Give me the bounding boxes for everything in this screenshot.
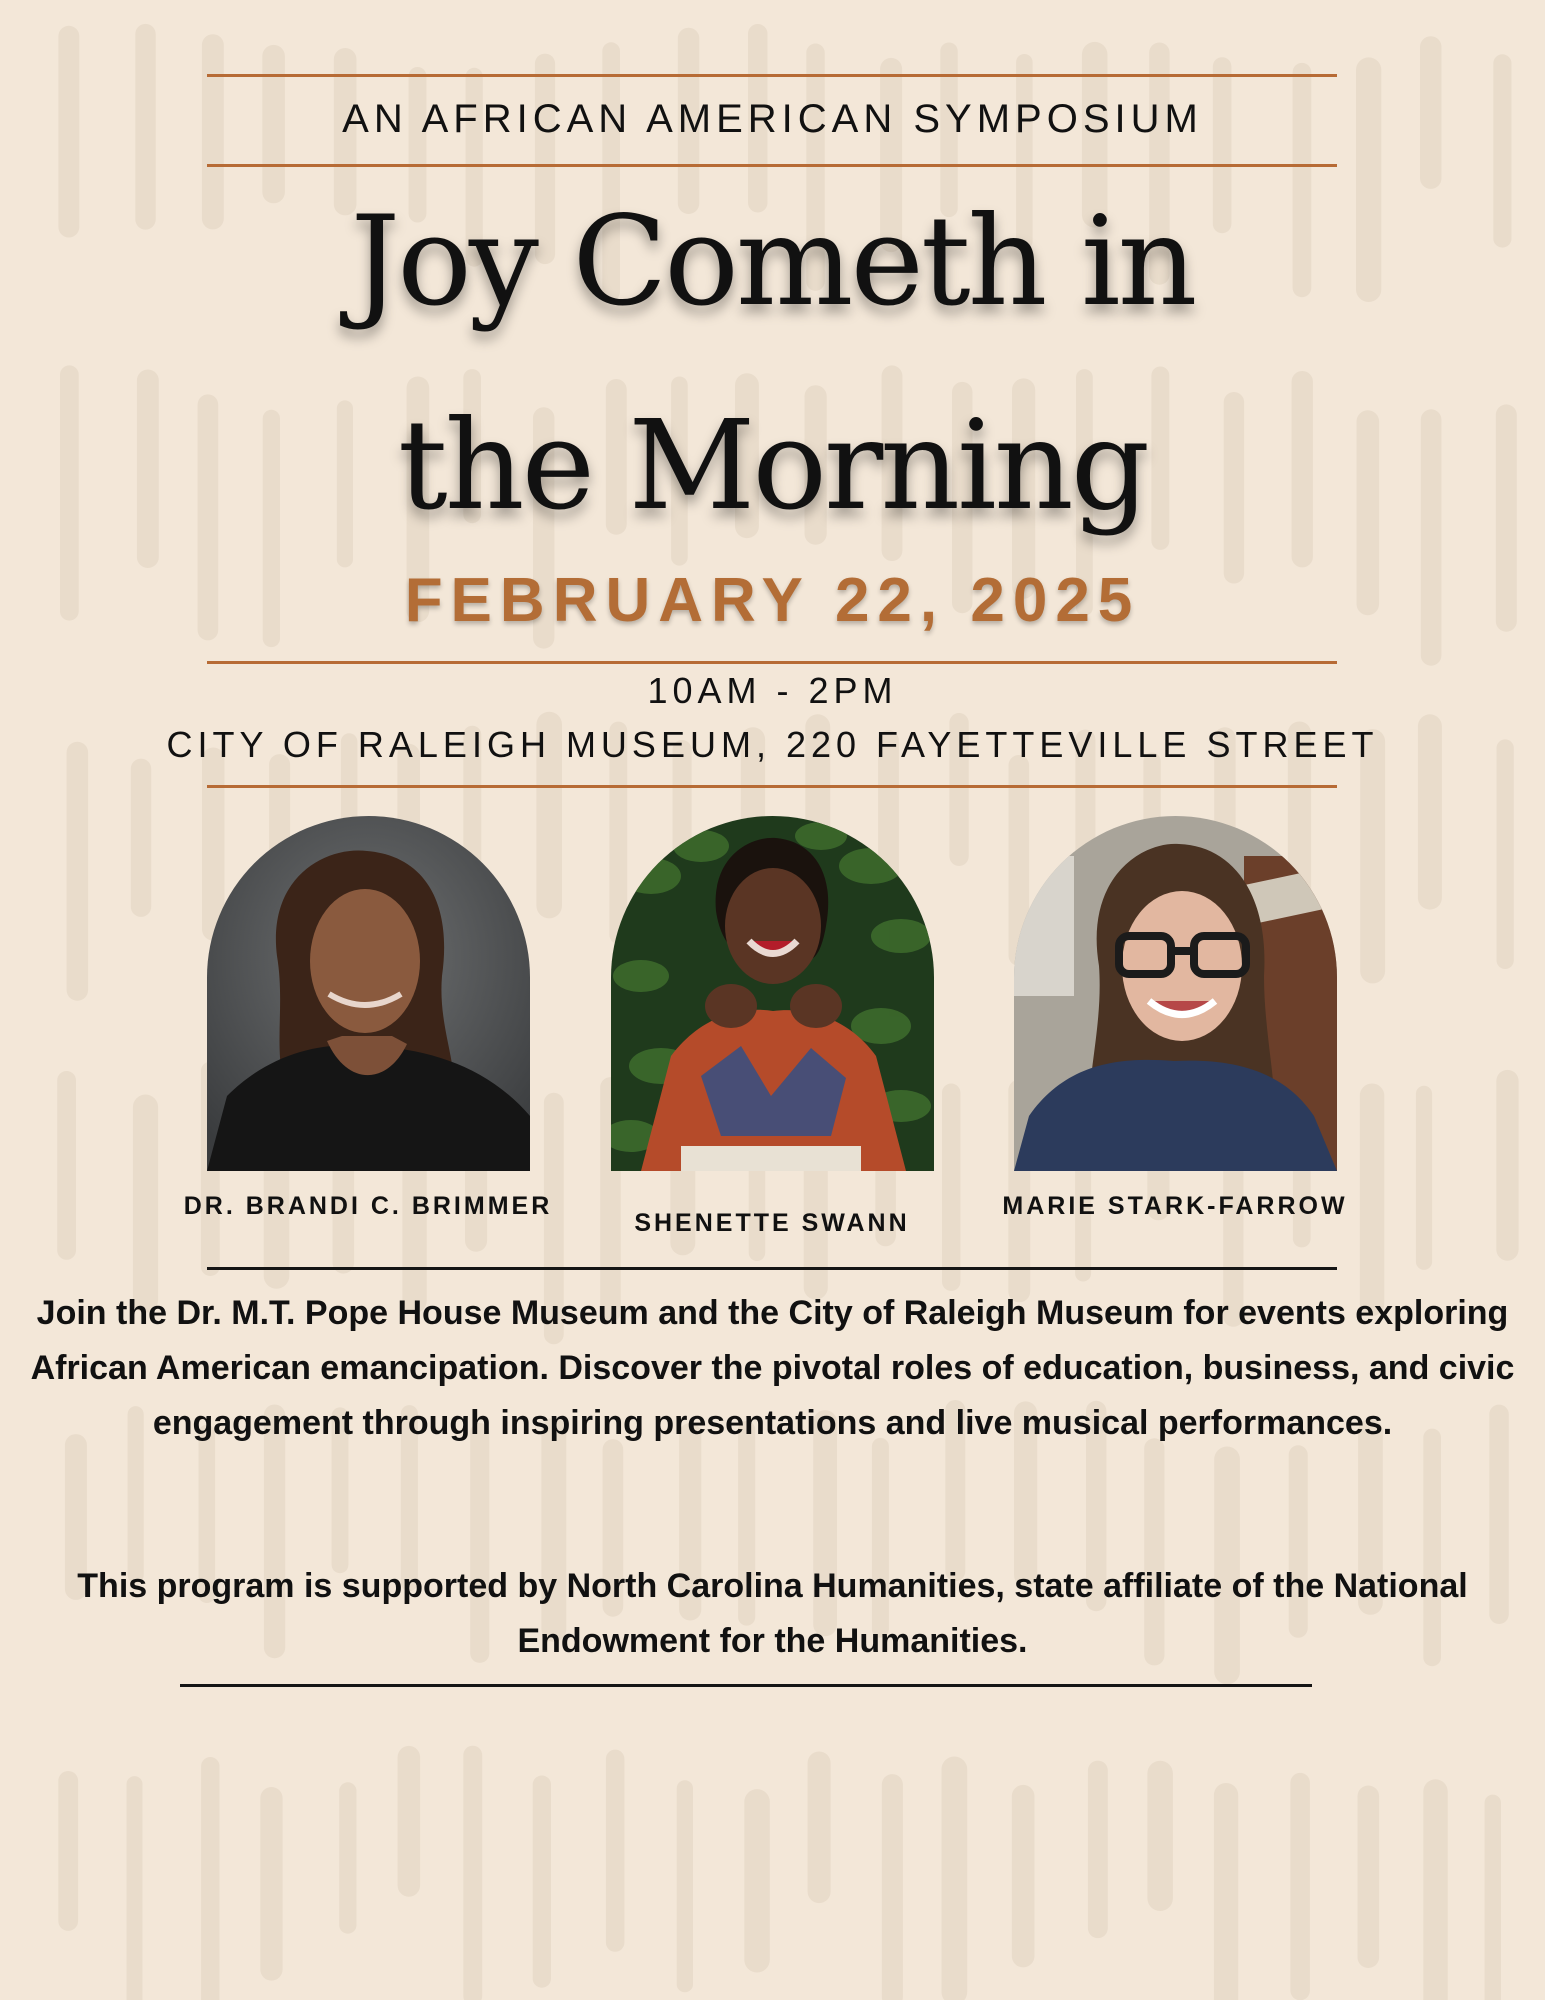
event-title-line-2: the Morning	[397, 394, 1148, 538]
speaker-name-2: SHENETTE SWANN	[634, 1209, 910, 1237]
event-time: 10AM - 2PM	[647, 670, 898, 711]
event-eyebrow: AN AFRICAN AMERICAN SYMPOSIUM	[342, 97, 1203, 141]
event-description: Join the Dr. M.T. Pope House Museum and the City of Raleigh Museum for events exploring African American emancipation. Discover the pivotal roles of education, business, and civic engagement through inspiring presentations and live musical performances.	[30, 1294, 1515, 1442]
support-note: This program is supported by North Carolina Humanities, state affiliate of the National Endowment for the Humanities.	[77, 1567, 1468, 1660]
speaker-photo-marie-stark-farrow	[1014, 816, 1337, 1171]
speaker-name-1: DR. BRANDI C. BRIMMER	[183, 1192, 553, 1220]
date-rule	[207, 661, 1337, 664]
speaker-name-3: MARIE STARK-FARROW	[1002, 1192, 1348, 1220]
speakers-rule	[207, 1267, 1337, 1270]
event-venue: CITY OF RALEIGH MUSEUM, 220 FAYETTEVILLE STREET	[166, 724, 1379, 765]
bottom-rule	[180, 1684, 1312, 1687]
speaker-photo-brandi-brimmer	[207, 816, 530, 1171]
top-rule	[207, 74, 1337, 77]
event-date: FEBRUARY 22, 2025	[404, 566, 1141, 635]
venue-rule	[207, 785, 1337, 788]
speaker-photo-shenette-swann	[611, 816, 934, 1171]
event-title-line-1: Joy Cometh in	[350, 190, 1195, 334]
